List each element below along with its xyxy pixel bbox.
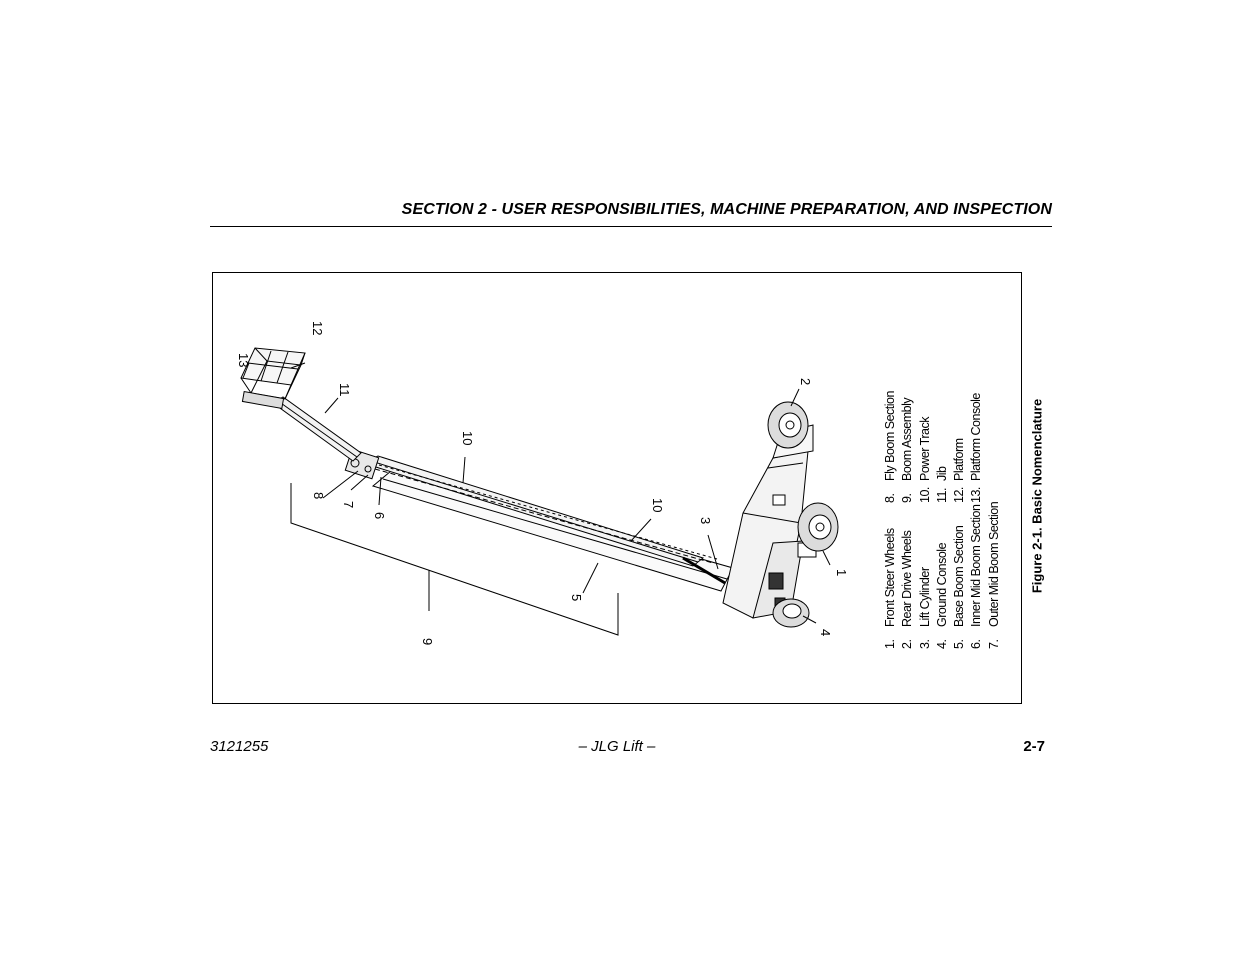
callout-1: 1 [834, 569, 849, 577]
legend-item: 4. Ground Console [934, 542, 949, 649]
callout-10-upper: 10 [460, 431, 475, 446]
callout-8: 8 [311, 492, 326, 500]
legend-item: 12. Platform [952, 438, 967, 503]
wheel-front [773, 599, 809, 627]
legend-column-1 [882, 502, 1003, 649]
wheel-rear-top [768, 402, 808, 448]
callout-12: 12 [310, 321, 325, 336]
callout-2: 2 [798, 378, 813, 386]
legend-item: 10. Power Track [917, 417, 932, 503]
footer-title: – JLG Lift – [578, 738, 656, 755]
callout-5: 5 [569, 594, 584, 602]
legend-item: 9. Boom Assembly [900, 397, 915, 503]
page-number: 2-7 [1023, 738, 1045, 755]
wheel-rear-bottom [798, 503, 838, 551]
callout-3: 3 [698, 517, 713, 525]
legend-item: 7. Outer Mid Boom Section [986, 501, 1001, 649]
figure-caption: Figure 2-1. Basic Nomenclature [1029, 398, 1045, 594]
doc-number: 3121255 [210, 738, 269, 755]
legend-item: 3. Lift Cylinder [917, 567, 932, 649]
callout-7: 7 [341, 501, 356, 509]
callout-10-lower: 10 [650, 498, 665, 513]
legend-item: 8. Fly Boom Section [883, 391, 897, 503]
legend-item: 13. Platform Console [969, 393, 984, 503]
callout-13: 13 [236, 353, 251, 368]
legend-item: 2. Rear Drive Wheels [900, 530, 915, 649]
callout-11: 11 [337, 383, 352, 397]
callout-4: 4 [818, 629, 833, 637]
legend-item: 11. Jib [934, 466, 949, 503]
legend-item: 5. Base Boom Section [952, 525, 967, 649]
section-header: SECTION 2 - USER RESPONSIBILITIES, MACHINE PREPARATION, AND INSPECTION [401, 201, 1052, 218]
legend-item: 6. Inner Mid Boom Section [969, 504, 984, 649]
callout-9: 9 [420, 638, 435, 646]
callout-6: 6 [372, 512, 387, 520]
base-boom [373, 471, 733, 591]
legend-item: 1. Front Steer Wheels [883, 528, 897, 649]
legend-column-2 [882, 391, 986, 503]
header-rule [210, 226, 1052, 227]
